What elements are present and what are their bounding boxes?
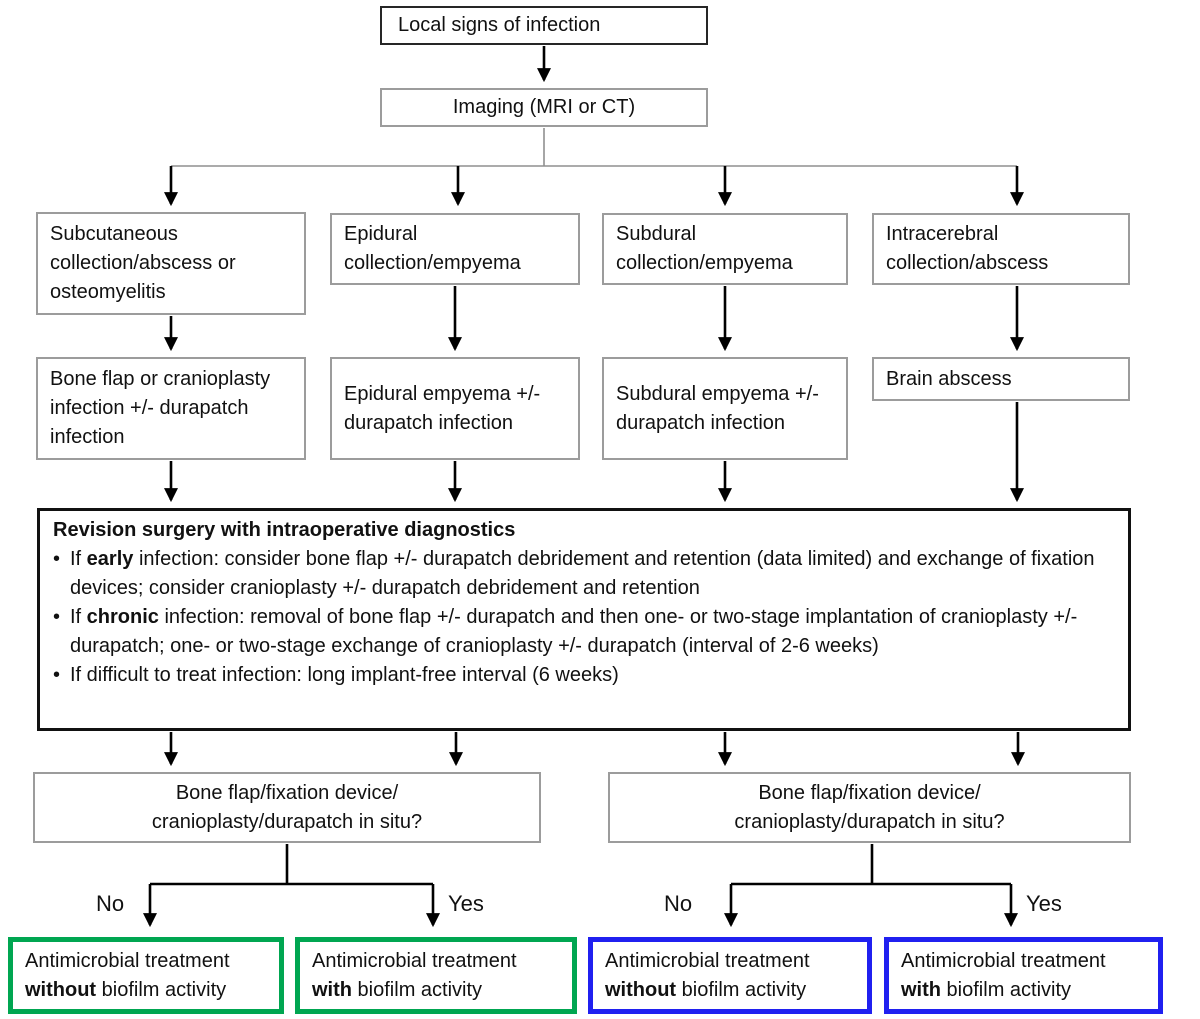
outcome-bold-word: with [901,978,941,1001]
outcome-rest: biofilm activity [941,978,1072,1001]
outcome-line2 [605,976,867,1005]
node-local-signs [380,6,708,45]
bullet-early-rest: infection: consider bone flap +/- durapatch debridement and retention (data limited) and exchange of fixation devices; consider cranioplasty +/- durapatch debridement and retention [70,548,1095,599]
bullet-icon: • [53,664,61,686]
implant-in-situ-right-line2: cranioplasty/durapatch in situ? [734,810,1005,833]
revision-bullet-difficult [53,661,1115,690]
no-branch-label-left: No [96,891,125,916]
outcome-line1: Antimicrobial treatment [901,949,1106,972]
outcome-bold-word: without [25,978,97,1001]
bullet-icon: • [53,548,61,570]
node-brain-abscess [872,357,1130,401]
bullet-difficult-text: If difficult to treat infection: long implant-free interval (6 weeks) [70,664,619,686]
node-intracerebral-collection [872,213,1130,285]
no-branch-label-right: No [664,891,693,916]
yes-branch-label-left: Yes [448,891,484,916]
node-subdural-empyema-label: Subdural empyema +/- durapatch infection [616,382,819,434]
node-imaging [380,88,708,127]
outcome-rest: biofilm activity [96,978,227,1001]
node-outcome-with-biofilm-right [884,937,1163,1014]
outcome-line1: Antimicrobial treatment [605,949,810,972]
bullet-chronic-pre: If [70,606,87,628]
yes-branch-label-right: Yes [1026,891,1062,916]
node-local-signs-label: Local signs of infection [398,14,601,36]
node-subdural-collection [602,213,848,285]
outcome-line2 [25,976,279,1005]
node-subdural-empyema [602,357,848,460]
revision-bullet-chronic [53,603,1115,661]
node-epidural-empyema [330,357,580,460]
outcome-line1: Antimicrobial treatment [25,949,230,972]
outcome-line2 [312,976,572,1005]
node-subcutaneous-collection-label: Subcutaneous collection/abscess or osteomyelitis [50,223,236,303]
outcome-bold-word: without [605,978,677,1001]
node-epidural-collection [330,213,580,285]
node-bone-flap-infection [36,357,306,460]
bullet-icon: • [53,606,61,628]
node-implant-in-situ-left [33,772,541,843]
outcome-line2 [901,976,1158,1005]
revision-surgery-title: Revision surgery with intraoperative diagnostics [53,519,516,541]
bullet-early-bold: early [86,548,134,570]
node-outcome-no-biofilm-right [588,937,872,1014]
bullet-chronic-rest: infection: removal of bone flap +/- durapatch and then one- or two-stage implantation of cranioplasty +/- durapatch; one- or two-stage exchange of cranioplasty +/- durapatch (interval of 2-6 weeks) [70,606,1078,657]
revision-bullet-early [53,545,1115,603]
node-epidural-collection-label: Epidural collection/empyema [344,223,521,274]
implant-in-situ-right-line1: Bone flap/fixation device/ [758,781,981,804]
node-epidural-empyema-label: Epidural empyema +/- durapatch infection [344,382,541,434]
outcome-rest: biofilm activity [676,978,807,1001]
node-imaging-label: Imaging (MRI or CT) [452,96,636,118]
outcome-rest: biofilm activity [352,978,483,1001]
node-outcome-no-biofilm-left [8,937,284,1014]
node-intracerebral-collection-label: Intracerebral collection/abscess [886,223,1049,274]
bullet-early-pre: If [70,548,87,570]
implant-in-situ-left-line1: Bone flap/fixation device/ [175,781,399,804]
node-subdural-collection-label: Subdural collection/empyema [616,223,793,274]
node-subcutaneous-collection [36,212,306,315]
node-bone-flap-infection-label: Bone flap or cranioplasty infection +/- durapatch infection [50,368,271,448]
implant-in-situ-left-line2: cranioplasty/durapatch in situ? [151,810,423,833]
bullet-chronic-bold: chronic [86,606,159,628]
node-revision-surgery [37,508,1131,731]
node-implant-in-situ-right [608,772,1131,843]
outcome-line1: Antimicrobial treatment [312,949,517,972]
node-outcome-with-biofilm-left [295,937,577,1014]
node-brain-abscess-label: Brain abscess [886,367,1012,390]
outcome-bold-word: with [312,978,352,1001]
